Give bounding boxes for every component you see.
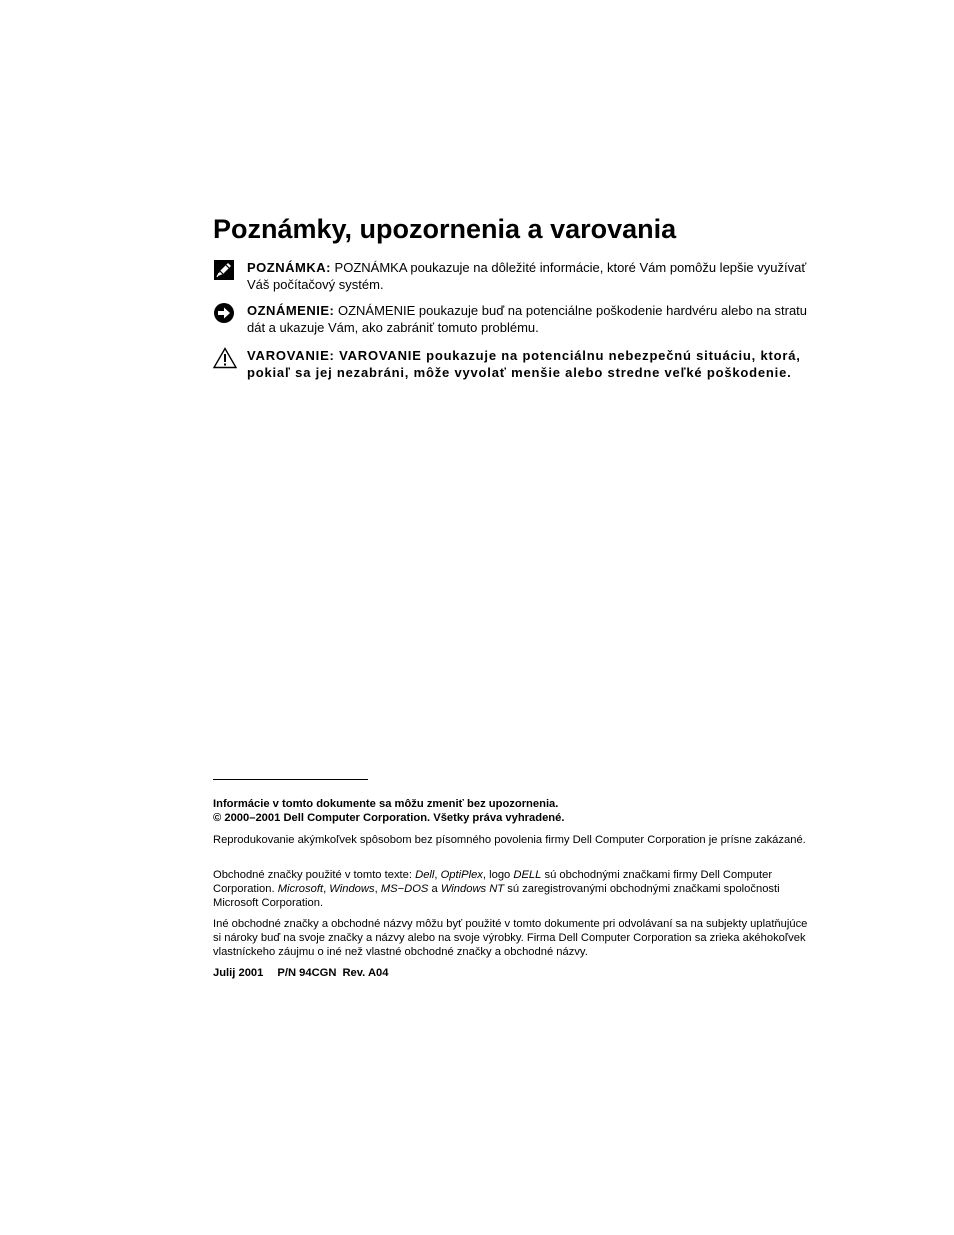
arrow-circle-icon [213,302,235,324]
publication-date: Julij 2001 [213,967,264,979]
notice-label: OZNÁMENIE: [247,303,335,318]
notice-block [213,302,813,336]
warning-label: VAROVANIE: [247,348,335,363]
part-number: P/N 94CGN [277,967,337,979]
note-block [213,259,813,293]
reproduction-text: Reprodukovanie akýmkoľvek spôsobom bez písomného povolenia firmy Dell Computer Corporation je prísne zakázané. [213,834,806,846]
trademarks-text: Obchodné značky použité v tomto texte: Dell, OptiPlex, logo DELL sú obchodnými značkami firmy Dell Computer Corporation. Microsoft, Windows, MS−DOS a Windows NT sú zaregistrovanými obchodnými značkami spoločnosti Microsoft Corporation. [213,869,780,909]
other-trademarks-notice [213,917,813,959]
warning-triangle-icon [213,347,235,369]
publication-info [213,966,813,980]
info-line-1: Informácie v tomto dokumente sa môžu zmeniť bez upozornenia. [213,798,559,810]
trademarks-notice [213,868,813,910]
revision: Rev. A04 [342,967,389,979]
copyright-line: © 2000–2001 Dell Computer Corporation. Všetky práva vyhradené. [213,812,565,824]
warning-text: VAROVANIE poukazuje na potenciálnu nebezpečnú situáciu, ktorá, pokiaľ sa jej nezabráni, môže vyvolať menšie alebo stredne veľké poškodenie. [247,348,801,380]
notice-text: OZNÁMENIE poukazuje buď na potenciálne poškodenie hardvéru alebo na stratu dát a ukazuje Vám, ako zabrániť tomuto problému. [247,303,808,335]
page-title: Poznámky, upozornenia a varovania [213,214,677,244]
info-block [213,797,813,825]
other-trademarks-text: Iné obchodné značky a obchodné názvy môžu byť použité v tomto dokumente pri odvolávaní sa na subjekty uplatňujúce si nároky buď na svoje značky a názvy alebo na svoje výrobky. Firma Dell Computer Corporation sa zrieka akéhokoľvek vlastníckeho záujmu o iné než vlastné obchodné značky a obchodné názvy. [213,918,808,958]
reproduction-notice [213,833,813,847]
warning-block [213,347,813,381]
note-pencil-icon [213,259,235,281]
note-text: POZNÁMKA poukazuje na dôležité informácie, ktoré Vám pomôžu lepšie využívať Váš počítačový systém. [247,260,807,292]
footer-divider [213,779,368,780]
note-label: POZNÁMKA: [247,260,331,275]
